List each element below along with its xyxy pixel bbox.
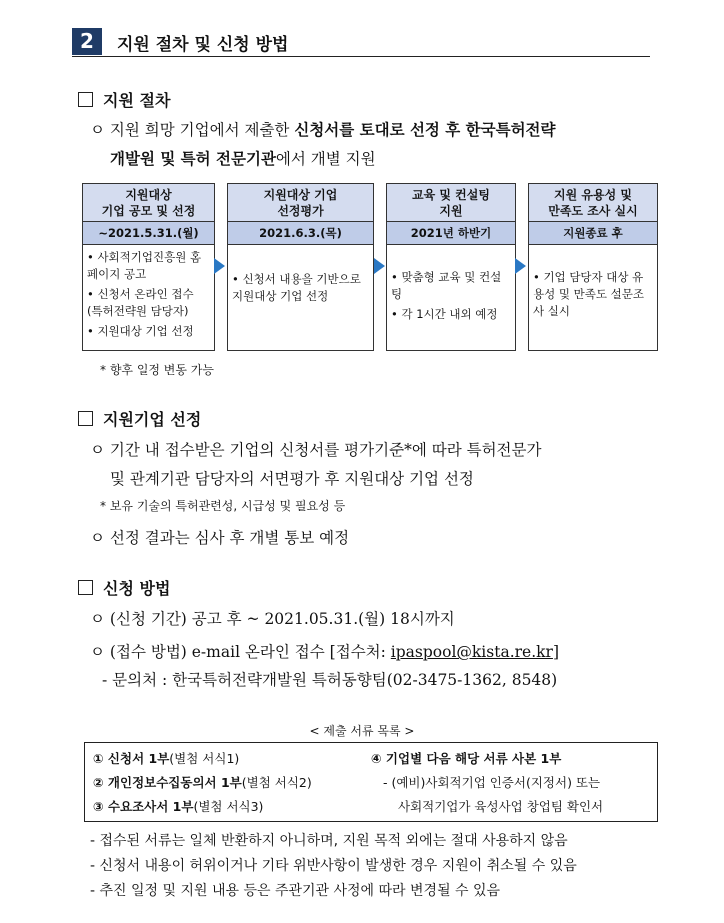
step-box-1	[82, 183, 215, 351]
selection-heading	[78, 407, 201, 430]
step-4-item: • 기업 담당자 대상 유용성 및 만족도 설문조사 실시	[533, 270, 644, 318]
procedure-heading-text: 지원 절차	[103, 91, 171, 110]
selection-line1	[90, 436, 541, 465]
checkbox-square-icon	[78, 411, 93, 426]
checkbox-square-icon	[78, 580, 93, 595]
step-3-date: 2021년 하반기	[387, 222, 515, 245]
procedure-intro-text: 지원 희망 기업에서 제출한	[109, 121, 295, 139]
document-item-4-sub1: - (예비)사회적기업 인증서(지정서) 또는	[383, 775, 601, 790]
bullet-circle-icon: ㅇ	[90, 121, 105, 139]
application-method	[90, 638, 559, 667]
document-item-2-rest: (별첨 서식2)	[241, 775, 312, 790]
application-period-text: (신청 기간) 공고 후 ~ 2021.05.31.(월) 18시까지	[109, 610, 455, 628]
step-2-date: 2021.6.3.(목)	[228, 222, 373, 245]
application-period	[90, 605, 455, 634]
application-method-text: (접수 방법) e-mail 온라인 접수 [접수처:	[109, 643, 391, 661]
step-4-date: 지원종료 후	[529, 222, 657, 245]
step-1-title-line1: 지원대상	[125, 187, 172, 202]
email-link[interactable]: ipaspool@kista.re.kr	[390, 643, 553, 661]
step-3-item: • 맞춤형 교육 및 컨설팅	[391, 270, 502, 301]
document-item-2-bold: ② 개인정보수집동의서 1부	[93, 775, 242, 790]
step-1-item-text: 사회적기업진흥원 홈페이지 공고	[87, 250, 202, 281]
step-1-item: • 지원대상 기업 선정	[87, 324, 194, 338]
document-item-1-bold: ① 신청서 1부	[93, 751, 170, 766]
section-divider	[72, 56, 650, 57]
step-1-body	[83, 245, 214, 347]
step-box-2	[227, 183, 374, 351]
section-number: 2	[72, 28, 102, 55]
step-4-item-text: 기업 담당자 대상 유용성 및 만족도 설문조사 실시	[533, 270, 644, 318]
step-1-item-text: 지원대상 기업 선정	[97, 324, 194, 338]
selection-line3	[90, 524, 349, 553]
step-2-item: • 신청서 내용을 기반으로 지원대상 기업 선정	[232, 272, 361, 303]
selection-line3-text: 선정 결과는 심사 후 개별 통보 예정	[109, 529, 350, 547]
step-box-3	[386, 183, 516, 351]
arrow-right-icon	[374, 258, 385, 274]
arrow-right-icon	[515, 258, 526, 274]
step-1-item: • 사회적기업진흥원 홈페이지 공고	[87, 250, 202, 281]
notice-line: - 추진 일정 및 지원 내용 등은 주관기관 사정에 따라 변경될 수 있음	[90, 883, 501, 899]
application-method-suffix: ]	[552, 643, 559, 661]
step-1-item: • 신청서 온라인 접수 (특허전략원 담당자)	[87, 287, 194, 318]
document-item-4	[371, 749, 561, 767]
bullet-circle-icon: ㅇ	[90, 441, 105, 459]
procedure-heading	[78, 88, 170, 111]
step-3-title-line2: 지원	[439, 203, 463, 218]
step-2-title	[228, 184, 373, 222]
selection-footnote: * 보유 기술의 특허관련성, 시급성 및 필요성 등	[100, 499, 346, 513]
procedure-intro-bold2: 개발원 및 특허 전문기관	[110, 150, 276, 168]
procedure-intro-bold1: 신청서를 토대로 선정 후 한국특허전략	[294, 121, 556, 139]
selection-line1-text: 기간 내 접수받은 기업의 신청서를 평가기준*에 따라 특허전문가	[109, 441, 542, 459]
bullet-circle-icon: ㅇ	[90, 610, 105, 628]
step-3-title-line1: 교육 및 컨설팅	[412, 187, 490, 202]
step-3-item-text: 맞춤형 교육 및 컨설팅	[391, 270, 502, 301]
document-item-3	[93, 797, 263, 815]
checkbox-square-icon	[78, 92, 93, 107]
step-2-title-line1: 지원대상 기업	[263, 187, 338, 202]
documents-box	[84, 742, 658, 822]
procedure-intro-line1	[90, 116, 556, 145]
arrow-right-icon	[214, 258, 225, 274]
selection-line2: 및 관계기관 담당자의 서면평가 후 지원대상 기업 선정	[110, 470, 474, 488]
step-3-title	[387, 184, 515, 222]
step-1-title	[83, 184, 214, 222]
application-heading	[78, 576, 170, 599]
step-4-title	[529, 184, 657, 222]
step-2-body	[228, 245, 373, 312]
document-item-1-rest: (별첨 서식1)	[169, 751, 240, 766]
application-heading-text: 신청 방법	[103, 579, 171, 598]
step-1-title-line2: 기업 공모 및 선정	[101, 203, 196, 218]
procedure-intro-suffix: 에서 개별 지원	[275, 150, 376, 168]
step-2-title-line2: 선정평가	[277, 203, 324, 218]
step-box-4	[528, 183, 658, 351]
document-item-1	[93, 749, 239, 767]
selection-heading-text: 지원기업 선정	[103, 410, 202, 429]
bullet-circle-icon: ㅇ	[90, 529, 105, 547]
step-4-title-line1: 지원 유용성 및	[554, 187, 632, 202]
procedure-note: * 향후 일정 변동 가능	[100, 363, 214, 377]
step-4-title-line2: 만족도 조사 실시	[548, 203, 638, 218]
document-item-4-bold: ④ 기업별 다음 해당 서류 사본 1부	[371, 751, 562, 766]
step-3-item-text: 각 1시간 내외 예정	[401, 307, 498, 321]
step-1-date: ~2021.5.31.(월)	[83, 222, 214, 245]
application-contact: - 문의처 : 한국특허전략개발원 특허동향팀(02-3475-1362, 8548)	[102, 671, 558, 689]
document-item-3-bold: ③ 수요조사서 1부	[93, 799, 194, 814]
step-1-item-text: 신청서 온라인 접수 (특허전략원 담당자)	[87, 287, 194, 318]
step-2-item-text: 신청서 내용을 기반으로 지원대상 기업 선정	[232, 272, 361, 303]
document-item-2	[93, 773, 312, 791]
step-3-body	[387, 245, 515, 330]
bullet-circle-icon: ㅇ	[90, 643, 105, 661]
document-item-3-rest: (별첨 서식3)	[193, 799, 264, 814]
documents-title: < 제출 서류 목록 >	[309, 724, 415, 738]
procedure-intro-line2	[110, 145, 376, 174]
notice-line: - 접수된 서류는 일체 반환하지 아니하며, 지원 목적 외에는 절대 사용하지 않음	[90, 833, 568, 849]
notice-line: - 신청서 내용이 허위이거나 기타 위반사항이 발생한 경우 지원이 취소될 수 있음	[90, 858, 577, 874]
step-3-item: • 각 1시간 내외 예정	[391, 307, 498, 321]
document-item-4-sub2: 사회적기업가 육성사업 창업팀 확인서	[398, 799, 604, 814]
step-4-body	[529, 245, 657, 327]
section-title: 지원 절차 및 신청 방법	[117, 35, 289, 55]
